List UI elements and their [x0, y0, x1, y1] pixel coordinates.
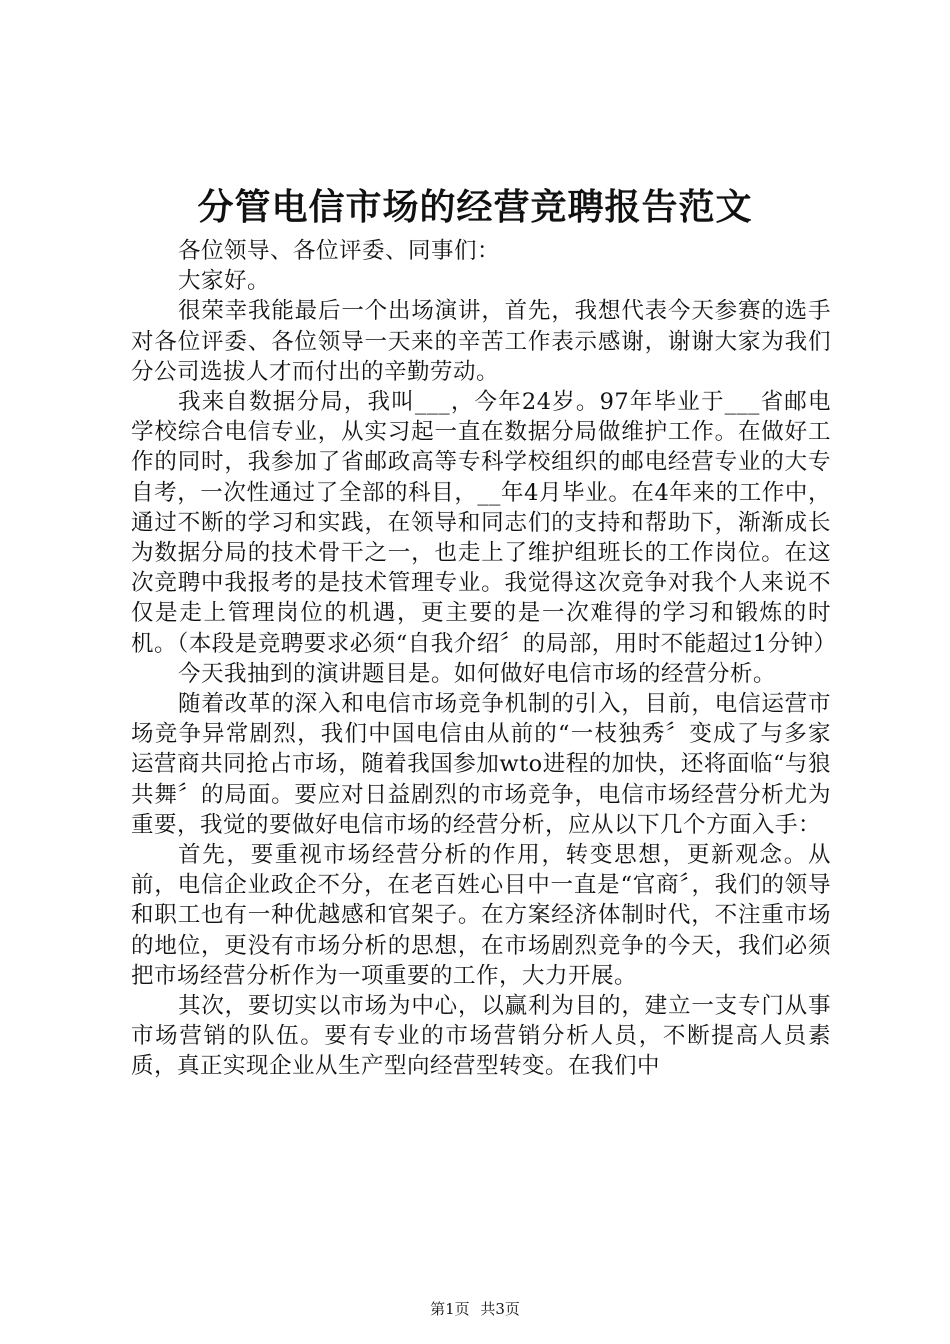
paragraph-background: 随着改革的深入和电信市场竞争机制的引入，目前，电信运营市场竞争异常剧烈，我们中国电信由从前的“一枝独秀〞变成了与多家运营商共同抢占市场，随着我国参加wto进程的加快，还将面临“与狼共舞〞的局面。要应对日益剧烈的市场竞争，电信市场经营分析尤为重要，我觉的要做好电信市场的经营分析，应从以下几个方面入手： — [131, 691, 831, 838]
paragraph-first-point: 首先，要重视市场经营分析的作用，转变思想，更新观念。从前，电信企业政企不分，在老百姓心目中一直是“官商〞，我们的领导和职工也有一种优越感和官架子。在方案经济体制时代，不注重市场的地位，更没有市场分析的思想，在市场剧烈竞争的今天，我们必须把市场经营分析作为一项重要的工作，大力开展。 — [131, 842, 831, 989]
paragraph-second-point: 其次，要切实以市场为中心，以赢利为目的，建立一支专门从事市场营销的队伍。要有专业的市场营销分析人员，不断提高人员素质，真正实现企业从生产型向经营型转变。在我们中 — [131, 993, 831, 1080]
paragraph-salutation: 各位领导、各位评委、同事们： — [178, 238, 501, 264]
paragraph-self-introduction: 我来自数据分局，我叫___，今年24岁。97年毕业于___省邮电学校综合电信专业，从实习起一直在数据分局做维护工作。在做好工作的同时，我参加了省邮政高等专科学校组织的邮电经营专业的大专自考，一次性通过了全部的科目，__年4月毕业。在4年来的工作中，通过不断的学习和实践，在领导和同志们的支持和帮助下，渐渐成长为数据分局的技术骨干之一，也走上了维护组班长的工作岗位。在这次竞聘中我报考的是技术管理专业。我觉得这次竞争对我个人来说不仅是走上管理岗位的机遇，更主要的是一次难得的学习和锻炼的时机。（本段是竞聘要求必须“自我介绍〞的局部，用时不能超过1分钟） — [131, 389, 837, 657]
paragraph-thanks: 很荣幸我能最后一个出场演讲，首先，我想代表今天参赛的选手对各位评委、各位领导一天来的辛苦工作表示感谢，谢谢大家为我们分公司选拔人才而付出的辛勤劳动。 — [131, 298, 831, 385]
page-footer — [0, 1299, 950, 1319]
page-total: 共3页 — [480, 1300, 520, 1318]
paragraph-greeting: 大家好。 — [178, 268, 271, 295]
document-body — [131, 236, 837, 1082]
page-number: 第1页 — [430, 1300, 470, 1318]
paragraph-topic: 今天我抽到的演讲题目是。如何做好电信市场的经营分析。 — [178, 660, 777, 687]
document-title: 分管电信市场的经营竞聘报告范文 — [197, 187, 753, 228]
